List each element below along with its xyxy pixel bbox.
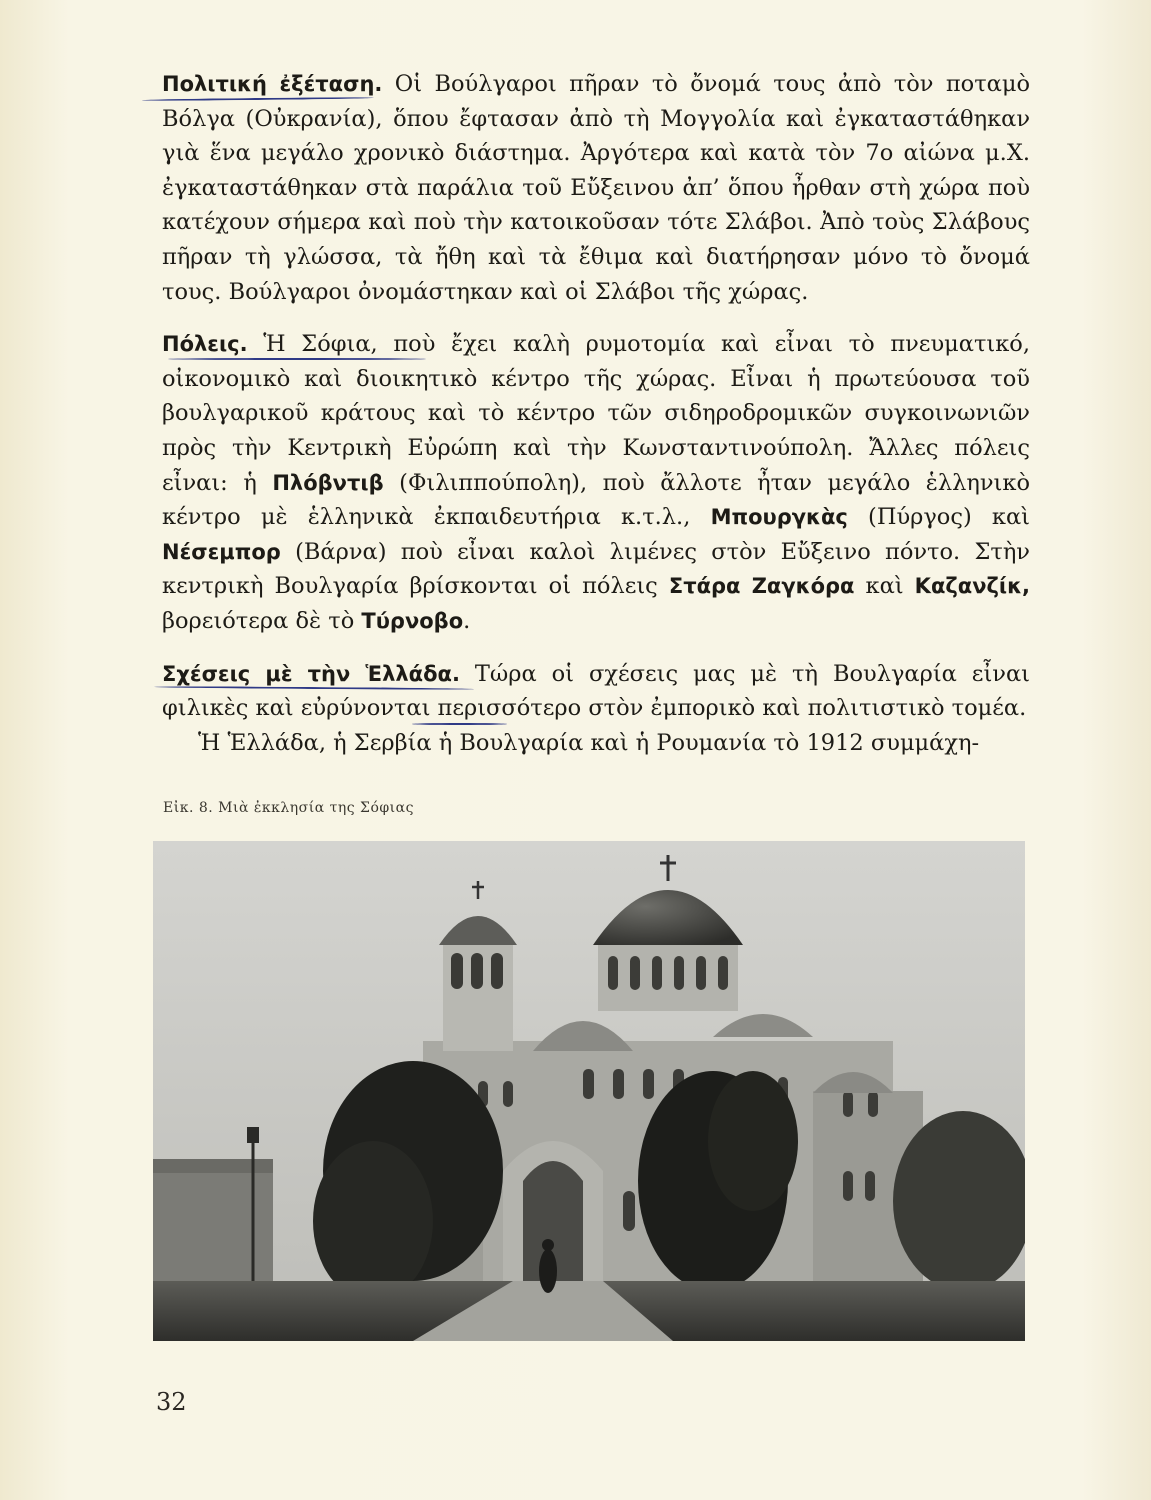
city-stara-zagora: Στάρα Ζαγκόρα (668, 574, 855, 599)
paragraph-cities-text-1: Ἡ Σόφια, ποὺ ἔχει καλὴ ρυμοτομία καὶ εἶναι τὸ πνευματικό, οἰκονομικὸ καὶ διοικητικὸ κέντρο τῆς χώρας. Εἶναι ἡ πρωτεύουσα τοῦ βουλγαρικοῦ κράτους καὶ τὸ κέντρο τῶν σιδηροδρομικῶν συγκοινωνιῶν πρὸς τὴν Κεντρικὴ Εὐρώπη καὶ τὴν Κωνσταντινούπολη. Ἄλλες πόλεις εἶναι: ἡ (162, 331, 1030, 496)
paragraph-politics-text: Οἱ Βούλγαροι πῆραν τὸ ὄνομά τους ἀπὸ τὸν ποταμὸ Βόλγα (Οὐκρανία), ὅπου ἔφτασαν ἀπὸ τὴ Μογγολία καὶ ἐγκαταστάθηκαν γιὰ ἕνα μεγάλο χρονικὸ διάστημα. Ἀργότερα καὶ κατὰ τὸν 7ο αἰώνα μ.Χ. ἐγκαταστάθηκαν στὰ παράλια τοῦ Εὔξεινου ἀπ’ ὅπου ἦρθαν στὴ χώρα ποὺ κατέχουν σήμερα καὶ ποὺ τὴν κατοικοῦσαν τότε Σλάβοι. Ἀπὸ τοὺς Σλάβους πῆραν τὴ γλώσσα, τὰ ἤθη καὶ τὰ ἔθιμα καὶ διατήρησαν μόνο τὸ ὄνομά τους. Βούλγαροι ὀνομάστηκαν καὶ οἱ Σλάβοι τῆς χώρας. (162, 71, 1030, 305)
text-section (162, 67, 1030, 760)
paragraph-cities-text-4: (Βάρνα) ποὺ εἶναι καλοὶ λιμένες στὸν Εὔξεινο πόντο. Στὴν κεντρικὴ Βουλγαρία βρίσκονται οἱ πόλεις (162, 538, 1030, 600)
cathedral-illustration (153, 841, 1025, 1341)
city-nesebar: Νέσεμπορ (162, 539, 281, 564)
pen-underline-relations-2 (412, 723, 507, 725)
heading-politics: Πολιτική ἐξέταση. (162, 72, 383, 96)
paragraph-alliance (162, 726, 1030, 761)
paragraph-relations-text: Τώρα οἱ σχέσεις μας μὲ τὴ Βουλγαρία εἶναι φιλικὲς καὶ εὐρύνονται περισσότερο στὸν ἐμπορικὸ καὶ πολιτιστικὸ τομέα. (162, 660, 1030, 722)
heading-relations: Σχέσεις μὲ τὴν Ἑλλάδα. (162, 661, 460, 686)
paragraph-cities-text-6: βορειότερα δὲ τὸ (162, 607, 362, 634)
paragraph-cities-text-2: (Φιλιππούπολη), ποὺ ἄλλοτε ἦταν μεγάλο ἑλληνικὸ κέντρο μὲ ἑλληνικὰ ἐκπαιδευτήρια κ.τ.λ., (162, 469, 1030, 531)
page-number: 32 (156, 1388, 187, 1416)
paragraph-cities-text-5: καὶ (854, 573, 915, 600)
city-burgas: Μπουργκὰς (710, 505, 848, 530)
paragraph-cities-text-3: (Πύργος) καὶ (847, 504, 1031, 531)
figure-caption: Εἰκ. 8. Μιὰ ἐκκλησία της Σόφιας (163, 800, 414, 816)
church-photo (153, 841, 1025, 1341)
paragraph-politics (162, 67, 1030, 309)
city-tarnovo: Τύρνοβο (361, 608, 464, 633)
city-plovdiv: Πλόβντιβ (272, 470, 384, 495)
paragraph-alliance-text: Ἡ Ἑλλάδα, ἡ Σερβία ἡ Βουλγαρία καὶ ἡ Ρουμανία τὸ 1912 συμμάχη- (198, 729, 980, 756)
paragraph-cities-text-7: . (463, 607, 471, 634)
pen-underline-relations (154, 685, 474, 689)
paragraph-relations (162, 657, 1030, 726)
city-kazanlak: Καζανζίκ, (914, 574, 1030, 599)
heading-cities: Πόλεις. (162, 332, 248, 357)
pen-underline-politics (142, 97, 374, 101)
paragraph-cities (162, 327, 1030, 638)
pen-underline-cities (168, 358, 426, 360)
